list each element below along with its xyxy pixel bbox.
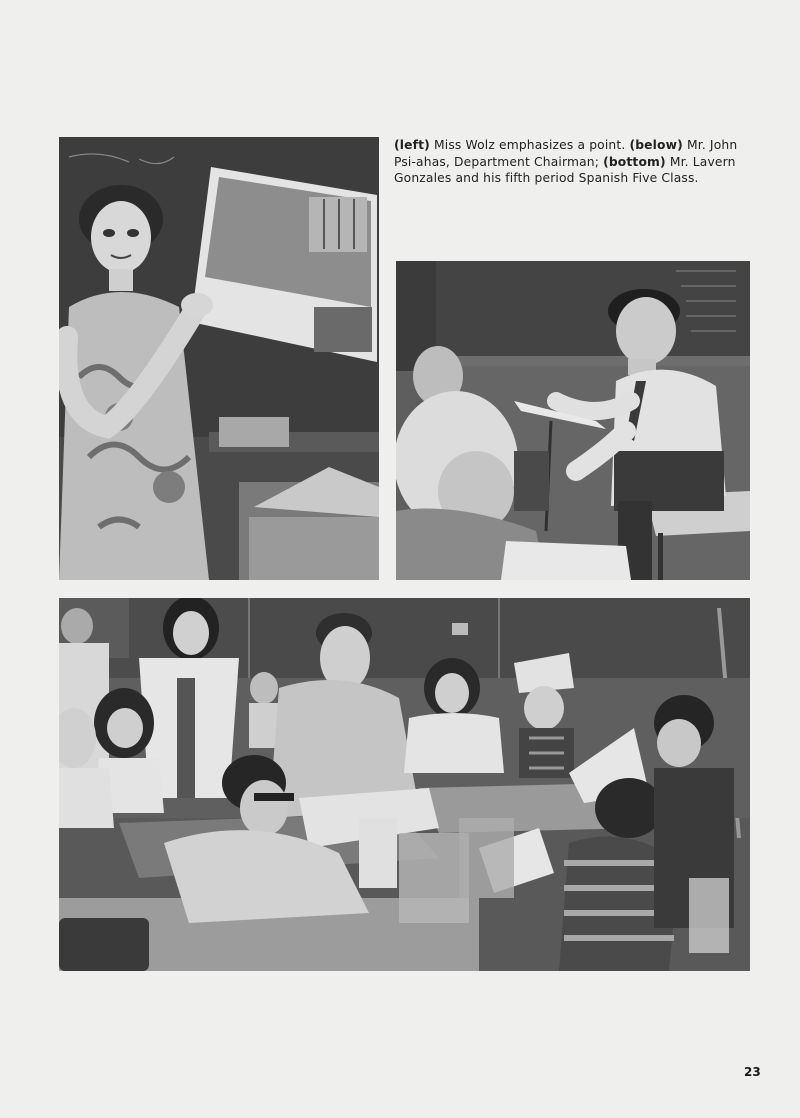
caption-label-bottom: (bottom) bbox=[603, 154, 666, 169]
caption-text-below: Mr. John Psi-ahas, Department Chairman; bbox=[394, 138, 738, 169]
photo-miss-wolz bbox=[59, 137, 379, 580]
caption-label-below: (below) bbox=[629, 138, 683, 152]
caption-text-bottom: Mr. Lavern Gonzales and his fifth period Spanish Five Class. bbox=[394, 154, 736, 185]
caption-text-left: Miss Wolz emphasizes a point. bbox=[429, 138, 630, 152]
photo-john-psiahas bbox=[396, 261, 750, 580]
page-number: 23 bbox=[744, 1065, 761, 1079]
photo-gonzales-class bbox=[59, 598, 750, 971]
photo-caption bbox=[394, 137, 750, 187]
caption-label-left: (left) bbox=[394, 138, 430, 152]
